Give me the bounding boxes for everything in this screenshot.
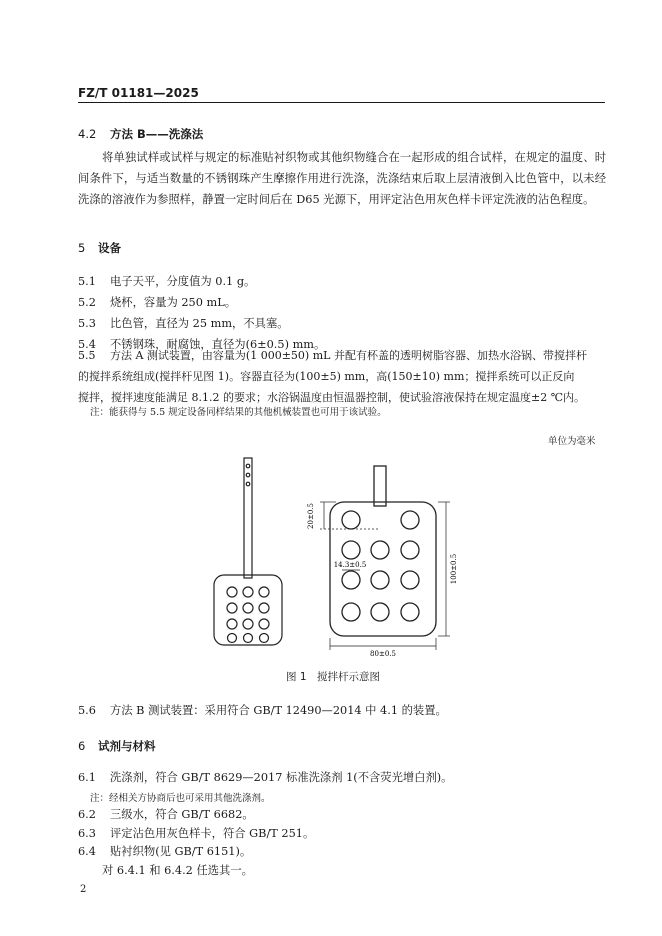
item-5-6: 5.6 方法 B 测试装置：采用符合 GB/T 12490—2014 中 4.1 的装置。 <box>78 704 447 717</box>
dimension-lines <box>320 502 450 650</box>
section-title: 方法 B——洗涤法 <box>110 127 204 141</box>
item-6-2: 6.2 三级水，符合 GB/T 6682。 <box>78 808 254 821</box>
small-paddle <box>214 458 282 645</box>
dim-height-label: 100±0.5 <box>450 553 458 585</box>
item-5-1: 5.1 电子天平，分度值为 0.1 g。 <box>78 275 256 288</box>
standard-code: FZ/T 01181—2025 <box>78 86 199 100</box>
section-title: 试剂与材料 <box>98 739 156 753</box>
section-6-heading <box>78 738 156 754</box>
large-paddle-handle <box>374 466 386 506</box>
item-6-1: 6.1 洗涤剂，符合 GB/T 8629—2017 标准洗涤剂 1(不含荧光增白剂)。 <box>78 771 453 784</box>
item-6-3: 6.3 评定沾色用灰色样卡，符合 GB/T 251。 <box>78 827 315 840</box>
item-6-4: 6.4 贴衬织物(见 GB/T 6151)。 <box>78 845 252 858</box>
item-5-5: 5.5 方法 A 测试装置，由容量为(1 000±50) mL 并配有杯盖的透明树脂容器、加热水浴锅、带搅拌杆 的搅拌系统组成(搅拌杆见图 1)。容器直径为(100±5) mm，高(150±10) mm；搅拌系统可以正反向 搅拌，搅拌速度能满足 8.1.2 的要求；水浴锅温度由恒温器控制，使试验溶液保持在规定温度±2 ℃内。 <box>78 349 587 404</box>
section-number: 5 <box>78 241 86 255</box>
dim-width-label: 80±0.5 <box>370 650 396 658</box>
section-4-2-heading <box>78 126 203 142</box>
section-4-2-body: 将单独试样或试样与规定的标准贴衬织物或其他织物缝合在一起形成的组合试样，在规定的温度、时间条件下，与适当数量的不锈钢珠产生摩擦作用进行洗涤，洗涤结束后取上层清液倒入比色管中，以未经洗涤的溶液作为参照样，静置一定时间后在 D65 光源下，用评定沾色用灰色样卡评定洗液的沾色程度。 <box>78 151 606 206</box>
large-paddle-plate <box>330 502 436 636</box>
large-paddle <box>330 466 436 636</box>
item-6-4-tail: 对 6.4.1 和 6.4.2 任选其一。 <box>102 864 253 877</box>
section-number: 6 <box>78 739 86 753</box>
note-6-1: 注：经相关方协商后也可采用其他洗涤剂。 <box>90 793 271 804</box>
dim-top-label: 20±0.5 <box>307 503 315 529</box>
item-5-4: 5.4 不锈钢珠，耐腐蚀，直径为(6±0.5) mm。 <box>78 338 326 351</box>
item-5-2: 5.2 烧杯，容量为 250 mL。 <box>78 296 237 309</box>
figure-caption: 图 1 搅拌杆示意图 <box>286 671 381 683</box>
section-title: 设备 <box>98 241 121 255</box>
small-paddle-plate <box>214 575 282 645</box>
header-rule <box>78 102 605 103</box>
section-number: 4.2 <box>78 127 97 141</box>
section-5-heading <box>78 240 121 256</box>
item-5-3: 5.3 比色管，直径为 25 mm，不具塞。 <box>78 317 289 330</box>
note-5-5: 注：能获得与 5.5 规定设备同样结果的其他机械装置也可用于该试验。 <box>90 407 387 418</box>
unit-label: 单位为毫米 <box>548 436 596 447</box>
dim-hole-label: 14.3±0.5 <box>333 561 367 569</box>
stirring-rod-figure <box>200 452 490 662</box>
page-number: 2 <box>80 884 87 895</box>
small-paddle-handle <box>244 458 252 578</box>
